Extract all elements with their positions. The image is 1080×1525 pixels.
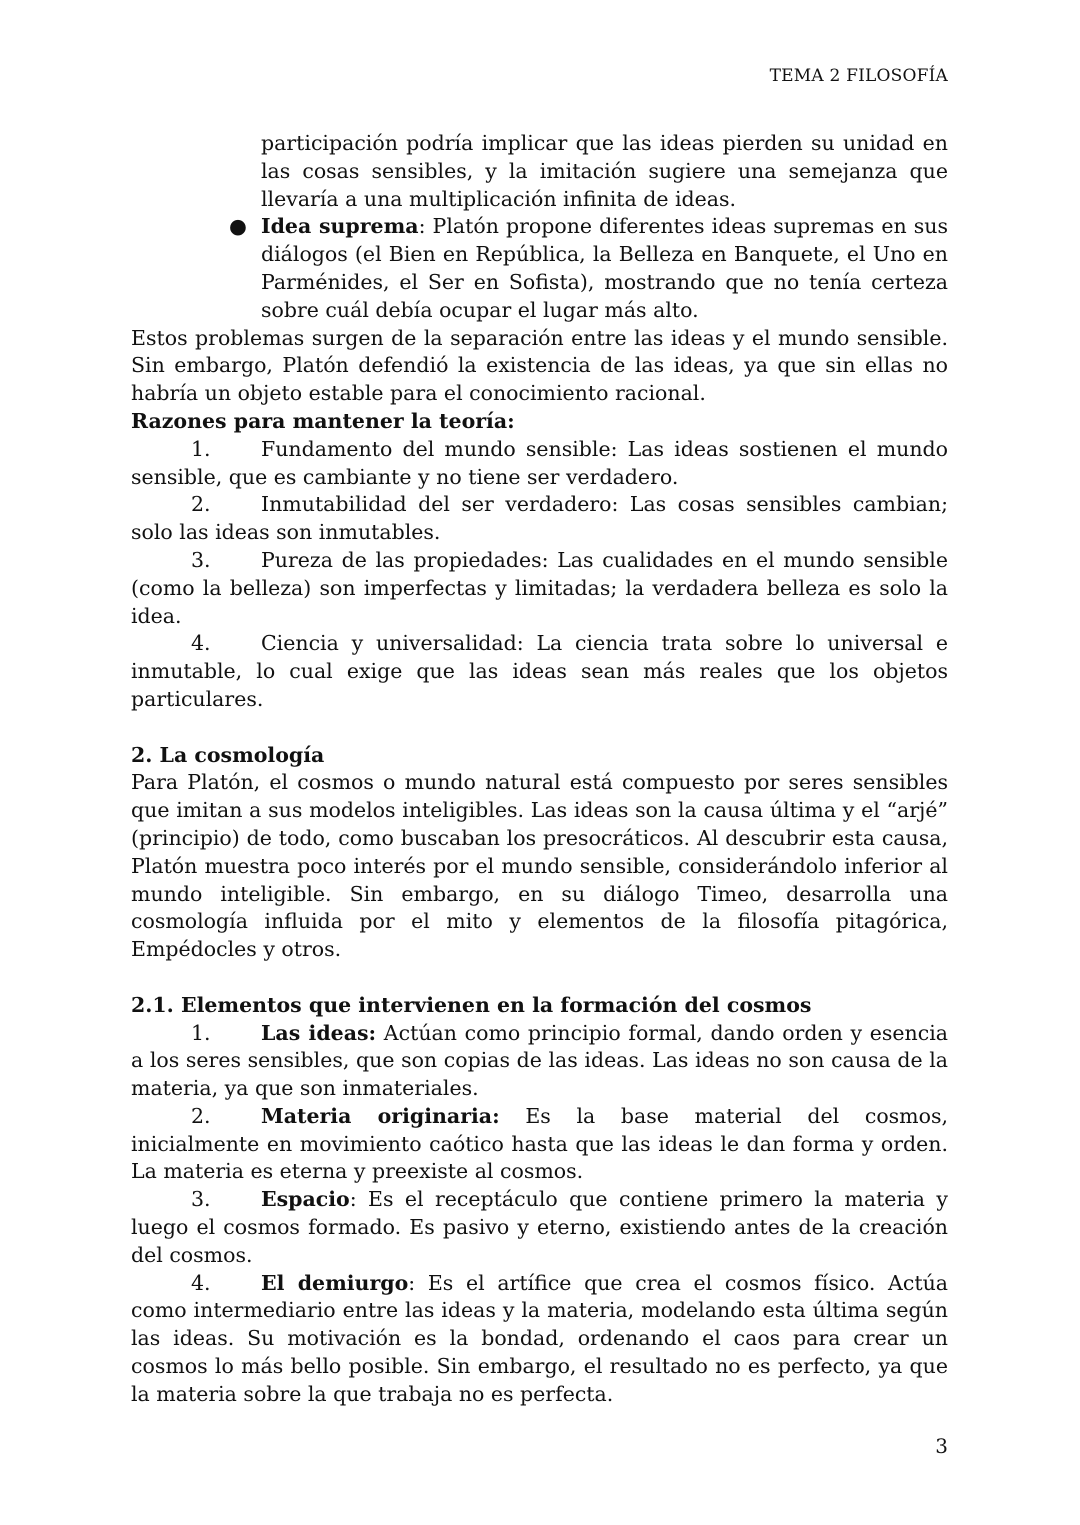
paragraph-problemas: Estos problemas surgen de la separación entre las ideas y el mundo sensible. Sin embargo, Platón defendió la existencia de las ideas, ya que sin ellas no habría un objeto estable para el conocimiento racional. [131,325,948,406]
paragraph-cosmologia: Para Platón, el cosmos o mundo natural está compuesto por seres sensibles que imitan a sus modelos inteligibles. Las ideas son la causa última y el “arjé” (principio) de todo, como buscaban los presocráticos. Al descubrir esta causa, Platón muestra poco interés por el mundo sensible, considerándolo inferior al mundo inteligible. Sin embargo, en su diálogo Timeo, desarrolla una cosmología influida por el mito y elementos de la filosofía pitagórica, Empédocles y otros. [131,770,948,962]
list-item-razon-2 [131,491,948,547]
heading-elementos-text: 2.1. Elementos que intervienen en la formación del cosmos [131,992,812,1017]
list-text: Fundamento del mundo sensible: Las ideas sostienen el mundo sensible, que es cambiante y no tiene ser verdadero. [131,436,948,489]
list-text: Actúan como principio formal, dando orden y esencia a los seres sensibles, que son copias de las ideas. Las ideas no son causa de la materia, ya que son inmateriales. [131,1020,948,1101]
list-term: Las ideas: [261,1020,377,1045]
list-term: Materia originaria: [261,1103,500,1128]
list-item-razon-3 [131,547,948,630]
heading-razones [131,408,948,436]
list-text: Ciencia y universalidad: La ciencia trata sobre lo universal e inmutable, lo cual exige que las ideas sean más reales que los objetos particulares. [131,631,948,711]
list-item-razon-4 [131,630,948,713]
list-number: 1. [191,436,211,461]
heading-razones-text: Razones para mantener la teoría: [131,408,515,433]
list-text: Pureza de las propiedades: Las cualidades en el mundo sensible (como la belleza) son imperfectas y limitadas; la verdadera belleza es solo la idea. [131,547,948,628]
spacer [131,714,948,742]
list-number: 4. [191,1270,211,1295]
document-body [131,130,948,1409]
list-number: 4. [191,631,211,656]
list-text: Es la base material del cosmos, inicialmente en movimiento caótico hasta que las ideas le dan forma y orden. La materia es eterna y preexiste al cosmos. [131,1103,948,1184]
bullet-term: Idea suprema [261,214,419,239]
list-term: El demiurgo [261,1270,409,1295]
list-number: 2. [191,1103,211,1128]
bullet-text: : Platón propone diferentes ideas supremas en sus diálogos (el Bien en República, la Belleza en Banquete, el Uno en Parménides, el Ser en Sofista), mostrando que no tenía certeza sobre cuál debía ocupar el lugar más alto. [261,214,949,322]
list-item-razon-1 [131,436,948,492]
spacer [131,964,948,992]
heading-cosmologia-text: 2. La cosmología [131,742,325,767]
list-item-elemento-4 [131,1270,948,1409]
heading-elementos [131,992,948,1020]
list-text: : Es el receptáculo que contiene primero la materia y luego el cosmos formado. Es pasivo y eterno, existiendo antes de la creación del cosmos. [131,1187,948,1267]
list-item-elemento-3 [131,1186,948,1269]
page-header: TEMA 2 FILOSOFÍA [769,66,948,86]
list-text: Inmutabilidad del ser verdadero: Las cosas sensibles cambian; solo las ideas son inmutables. [131,492,948,545]
heading-cosmologia [131,742,948,770]
list-text: : Es el artífice que crea el cosmos físico. Actúa como intermediario entre las ideas y la materia, modelando esta última según las ideas. Su motivación es la bondad, ordenando el caos para crear un cosmos lo más bello posible. Sin embargo, el resultado no es perfecto, ya que la materia sobre la que trabaja no es perfecta. [131,1270,948,1406]
list-number: 2. [191,492,211,517]
page-number: 3 [935,1434,948,1458]
list-number: 1. [191,1020,211,1045]
bullet-idea-suprema [131,213,948,324]
list-item-elemento-2 [131,1103,948,1186]
list-item-elemento-1 [131,1020,948,1103]
list-number: 3. [191,547,211,572]
list-term: Espacio [261,1187,350,1212]
bullet-dot-icon: ● [229,214,247,239]
list-number: 3. [191,1187,211,1212]
bullet-continued: participación podría implicar que las ideas pierden su unidad en las cosas sensibles, y la imitación sugiere una semejanza que llevaría a una multiplicación infinita de ideas. [261,131,948,211]
